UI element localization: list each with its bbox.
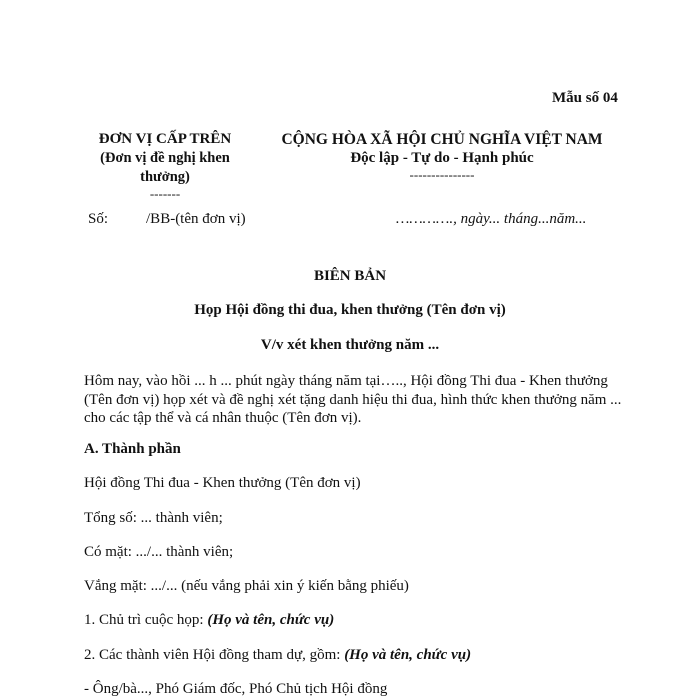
subject-line: V/v xét khen thưởng năm ... [260, 337, 440, 353]
chair-line [84, 612, 334, 629]
unit-subtitle: (Đơn vị đề nghị khen thưởng) [100, 150, 230, 185]
unit-divider: ------- [149, 186, 181, 201]
intro-paragraph: Hôm nay, vào hồi ... h ... phút ngày tháng năm tại….., Hội đồng Thi đua - Khen thưởng (Tên đơn vị) họp xét và đề nghị xét tặng danh hiệu thi đua, hình thức khen thưởng năm ... cho các tập thể và cá nhân thuộc (Tên đơn vị). [84, 373, 622, 426]
document-number [88, 211, 246, 228]
form-number: Mẫu số 04 [552, 90, 618, 106]
document-number-label: Số: [88, 211, 109, 227]
present-members-line: Có mặt: .../... thành viên; [84, 544, 234, 560]
section-a-heading: A. Thành phần [84, 441, 181, 457]
members-line [84, 647, 471, 664]
nation-motto: Độc lập - Tự do - Hạnh phúc [350, 150, 534, 166]
council-line: Hội đồng Thi đua - Khen thưởng (Tên đơn vị) [84, 475, 361, 491]
chair-hint: (Họ và tên, chức vụ) [207, 612, 335, 628]
absent-members-line: Vắng mặt: .../... (nếu vắng phải xin ý kiến bằng phiếu) [84, 578, 409, 594]
nation-title: CỘNG HÒA XÃ HỘI CHỦ NGHĨA VIỆT NAM [281, 131, 603, 148]
chair-label: 1. Chủ trì cuộc họp: [84, 612, 208, 628]
unit-title: ĐƠN VỊ CẤP TRÊN [98, 131, 232, 147]
document-title: BIÊN BẢN [313, 268, 387, 284]
member-item: - Ông/bà..., Phó Giám đốc, Phó Chủ tịch Hội đồng [84, 681, 388, 697]
members-hint: (Họ và tên, chức vụ) [344, 647, 472, 663]
document-number-value: /BB-(tên đơn vị) [146, 211, 246, 227]
national-header-block [262, 130, 622, 182]
place-date: …………., ngày... tháng...năm... [396, 211, 587, 227]
nation-divider: --------------- [409, 167, 475, 182]
meeting-title: Họp Hội đồng thi đua, khen thưởng (Tên đơn vị) [194, 302, 506, 318]
total-members-line: Tổng số: ... thành viên; [84, 510, 223, 526]
issuing-unit-block [80, 130, 250, 201]
members-label: 2. Các thành viên Hội đồng tham dự, gồm: [84, 647, 345, 663]
